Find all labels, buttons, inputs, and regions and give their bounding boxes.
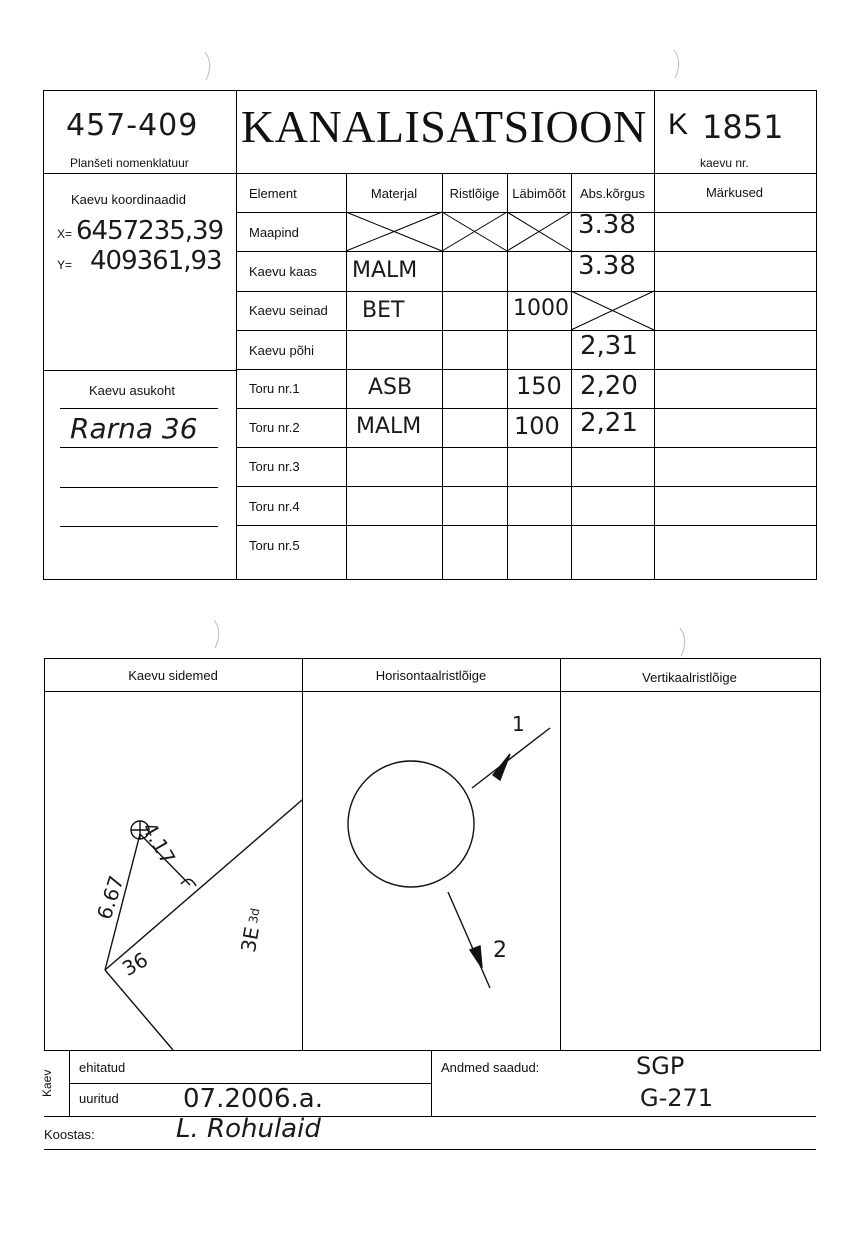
surveyed-label: uuritud: [79, 1091, 119, 1106]
manhole-circle: [348, 761, 474, 887]
y-prefix: Y=: [57, 258, 73, 272]
coordinates-label: Kaevu koordinaadid: [71, 192, 186, 207]
table-cell-material: MALM: [356, 414, 422, 439]
pipe-label-1: 1: [512, 712, 525, 736]
col-header-element: Element: [249, 186, 297, 201]
table-row-element: Toru nr.5: [249, 538, 300, 553]
panel-header-ties: Kaevu sidemed: [128, 668, 218, 683]
building-edge-line: [105, 970, 173, 1050]
panel-header-horizontal: Horisontaalristlõige: [375, 668, 487, 683]
tie-label-d-sup: 3d: [246, 906, 263, 925]
tie-label-d: 3E: [236, 925, 265, 955]
table-cell-elevation: 3.38: [578, 251, 636, 281]
table-row-element: Toru nr.2: [249, 420, 300, 435]
pipe-label-2: 2: [493, 938, 507, 963]
x-coordinate: 6457235,39: [76, 216, 224, 246]
table-row-element: Toru nr.4: [249, 499, 300, 514]
well-number: 1851: [702, 108, 784, 146]
tie-label-b: 6.67: [92, 872, 129, 923]
table-cell-elevation: 2,21: [580, 408, 638, 438]
table-cell-elevation: 2,20: [580, 371, 638, 401]
col-header-notes: Märkused: [705, 185, 764, 200]
table-row-element: Kaevu seinad: [249, 303, 328, 318]
pipe-2-arrow: [470, 946, 482, 968]
table-cell-elevation: 3.38: [578, 210, 636, 240]
data-source-value-2: G-271: [640, 1084, 714, 1112]
table-cell-material: MALM: [352, 258, 418, 283]
table-cell-material: BET: [362, 298, 405, 323]
panel-header-vertical: Vertikaalristlõige: [642, 670, 737, 685]
location-value: Rarna 36: [70, 412, 198, 445]
data-source-value-1: SGP: [636, 1052, 685, 1080]
plansheet-value: 457-409: [66, 108, 199, 143]
table-cell-diameter: 150: [516, 372, 562, 400]
table-row-element: Toru nr.3: [249, 459, 300, 474]
side-label: Kaev: [40, 1069, 54, 1097]
tie-label-c: 36: [118, 947, 153, 981]
compiled-signature: L. Rohulaid: [176, 1114, 321, 1144]
col-header-material: Materjal: [370, 186, 418, 201]
well-label: kaevu nr.: [700, 156, 749, 170]
well-prefix: K: [668, 108, 689, 141]
col-header-cross-section: Ristlõige: [449, 186, 500, 201]
x-prefix: X=: [57, 227, 73, 241]
col-header-elevation: Abs.kõrgus: [579, 186, 646, 201]
pipe-1-line: [472, 728, 550, 788]
table-row-element: Maapind: [249, 225, 299, 240]
table-cell-diameter: 1000: [513, 296, 569, 321]
table-row-element: Kaevu kaas: [249, 264, 317, 279]
table-cell-material: ASB: [368, 375, 413, 400]
built-label: ehitatud: [79, 1060, 126, 1075]
table-row-element: Kaevu põhi: [249, 343, 315, 358]
pipe-2-line: [448, 892, 490, 988]
location-label: Kaevu asukoht: [89, 383, 176, 398]
data-source-label: Andmed saadud:: [441, 1060, 540, 1075]
table-cell-elevation: 2,31: [580, 331, 638, 361]
y-coordinate: 409361,93: [90, 246, 222, 276]
compiled-label: Koostas:: [44, 1127, 95, 1142]
page-title: KANALISATSIOON: [241, 101, 647, 152]
col-header-diameter: Läbimõõt: [512, 186, 566, 201]
table-row-element: Toru nr.1: [249, 381, 300, 396]
pipe-1-arrow: [493, 754, 510, 780]
table-cell-diameter: 100: [514, 412, 560, 440]
surveyed-value: 07.2006.a.: [183, 1084, 323, 1114]
building-edge-line: [105, 800, 302, 970]
plansheet-label: Planšeti nomenklatuur: [70, 156, 189, 170]
tie-label-a: 4.17: [137, 818, 181, 869]
